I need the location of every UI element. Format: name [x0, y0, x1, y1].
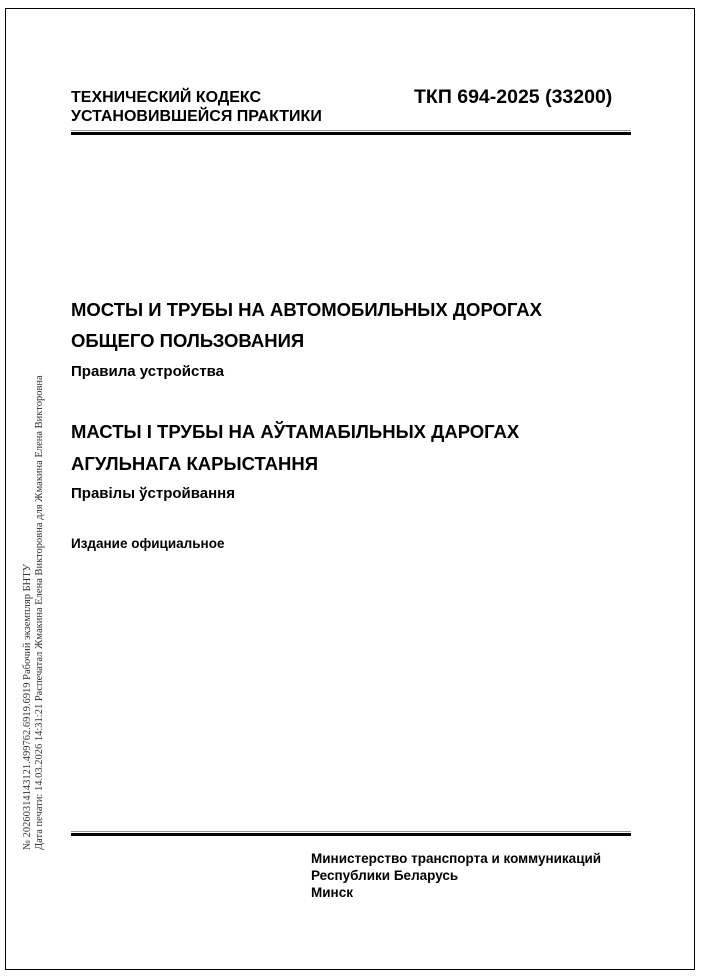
publisher-line-2: Республики Беларусь [311, 868, 459, 883]
print-stamp-line-1: № 20260314143121.499762.6919.6919 Рабочий экземпляр БНТУ [22, 563, 33, 850]
title-ru-line-1: МОСТЫ И ТРУБЫ НА АВТОМОБИЛЬНЫХ ДОРОГАХ [71, 299, 542, 320]
title-ru-line-2: ОБЩЕГО ПОЛЬЗОВАНИЯ [71, 330, 305, 351]
subtitle-ru: Правила устройства [71, 363, 225, 380]
publisher [311, 850, 601, 901]
edition-label: Издание официальное [71, 536, 225, 551]
header-rule [71, 130, 631, 135]
publisher-line-1: Министерство транспорта и коммуникаций [311, 851, 602, 866]
footer-rule [71, 831, 631, 836]
print-stamp-line-2: Дата печати: 14.03.2026 14:31:21 Распечатал Жмакина Елена Викторовна для Жмакина Елена Викторовна [33, 375, 45, 850]
document-type-line-2: УСТАНОВИВШЕЙСЯ ПРАКТИКИ [71, 108, 322, 125]
title-be-line-1: МАСТЫ І ТРУБЫ НА АЎТАМАБІЛЬНЫХ ДАРОГАХ [71, 421, 520, 442]
publisher-city: Минск [311, 885, 353, 900]
document-type-line-1: ТЕХНИЧЕСКИЙ КОДЕКС [71, 89, 262, 106]
document-type [71, 88, 322, 126]
title-be-line-2: АГУЛЬНАГА КАРЫСТАННЯ [71, 453, 318, 474]
subtitle-be: Правілы ўстройвання [71, 485, 235, 502]
document-number: ТКП 694-2025 (33200) [414, 86, 613, 108]
print-stamp [22, 375, 45, 850]
